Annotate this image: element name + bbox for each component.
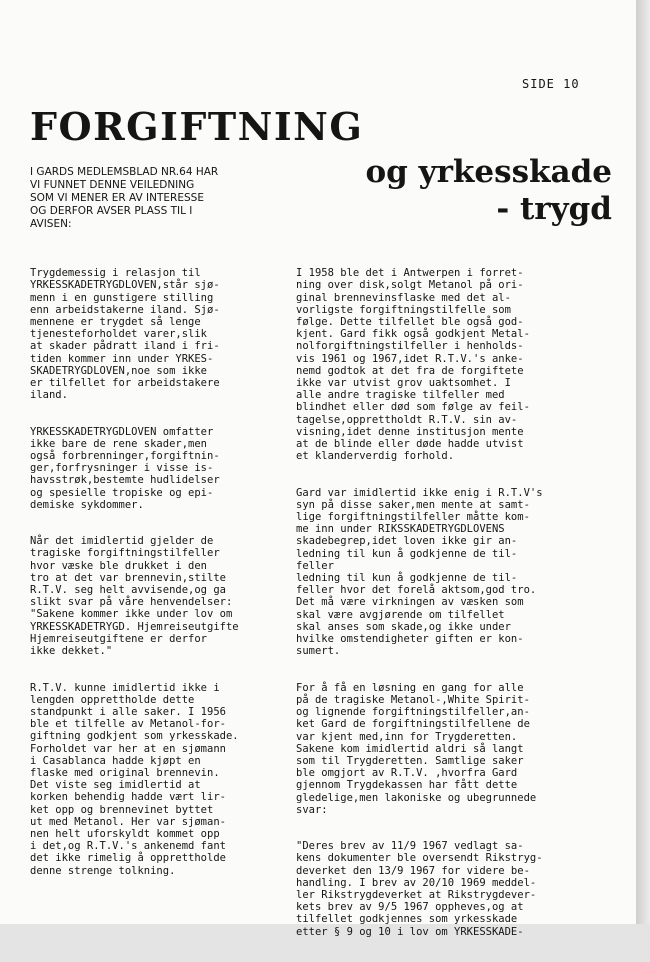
article-right-column: [296, 255, 586, 962]
article-left-column: [30, 255, 295, 901]
headline-subtitle-line-2: - trygd: [496, 191, 612, 227]
headline-subtitle-line-1: og yrkesskade: [365, 154, 612, 190]
paragraph: Når det imidlertid gjelder de tragiske forgiftningstilfeller hvor væske ble drukket i den tro at det var brennevin,stilte R.T.V. seg helt avvisende,og ga slikt svar på våre henvendelser: "Sakene kommer ikke under lov om YRKESSKADETRYGD. Hjemreiseutgifte Hjemreiseutgiftene er derfor ikke dekket.": [30, 535, 239, 658]
page-number: SIDE 10: [522, 77, 580, 91]
paragraph: R.T.V. kunne imidlertid ikke i lengden opprettholde dette standpunkt i alle saker. I 1956 ble et tilfelle av Metanol-for- giftning godkjent som yrkesskade. Forholdet var her at en sjømann i Casablanca hadde kjøpt en flaske med original brennevin. Det viste seg imidlertid at korken behendig hadde vært lir- ket opp og brennevinet byttet ut med Metanol. Her var sjøman- nen helt uforskyldt kommet opp i det,og R.T.V.'s ankenemd fant det ikke rimelig å opprettholde denne strenge tolkning.: [30, 681, 239, 877]
paragraph: "Deres brev av 11/9 1967 vedlagt sa- kens dokumenter ble oversendt Rikstryg- deverket den 13/9 1967 for videre be- handling. I brev av 20/10 1969 meddel- ler Rikstrygdeverket at Rikstrygdever- kets brev av 9/5 1967 oppheves,og at tilfellet godkjennes som yrkesskade etter § 9 og 10 i lov om YRKESSKADE-: [296, 840, 543, 938]
intro-note: I GARDS MEDLEMSBLAD NR.64 HAR VI FUNNET DENNE VEILEDNING SOM VI MENER ER AV INTERESSE OG DERFOR AVSER PLASS TIL I AVISEN:: [30, 166, 219, 230]
paragraph: Trygdemessig i relasjon til YRKESSKADETRYGDLOVEN,står sjø- menn i en gunstigere stilling enn arbeidstakerne iland. Sjø- mennene er trygdet så lenge tjenesteforholdet varer,slik at skader pådratt iland i fri- tiden kommer inn under YRKES- SKADETRYGDLOVEN,noe som ikke er tilfellet for arbeidstakere iland.: [30, 267, 220, 402]
paragraph: I 1958 ble det i Antwerpen i forret- ning over disk,solgt Metanol på ori- ginal brennevinsflaske med det al- vorligste forgiftningstilfelle som følge. Dette tilfellet ble også god- kjent. Gard fikk også godkjent Metal- nolforgiftningstilfeller i henholds- vis 1961 og 1967,idet R.T.V.'s anke- nemd godtok at det fra de forgiftete ikke var utvist grov uaktsomhet. I alle andre tragiske tilfeller med blindhet eller død som følge av feil- tagelse,opprettholdt R.T.V. sin av- visning,idet denne institusjon mente at de blinde eller døde hadde utvist et klanderverdig forhold.: [296, 267, 530, 463]
headline-title: FORGIFTNING: [30, 104, 364, 149]
paragraph: YRKESSKADETRYGDLOVEN omfatter ikke bare de rene skader,men også forbrenninger,forgiftnin- ger,forfrysninger i visse is- havsstrøk,bestemte hudlidelser og spesielle tropiske og epi- demiske sykdommer.: [30, 425, 220, 511]
paragraph: Gard var imidlertid ikke enig i R.T.V's syn på disse saker,men mente at samt- lige forgiftningstilfeller måtte kom- me inn under RIKSSKADETRYGDLOVENS skadebegrep,idet loven ikke gir an- ledning til kun å godkjenne de til- feller ledning til kun å godkjenne de til- feller hvor det forelå aktsom,god tro. Det må være virkningen av væsken som skal være avgjørende om tilfellet skal anses som skade,og ikke under hvilke omstendigheter giften er kon- sumert.: [296, 486, 543, 658]
paragraph: For å få en løsning en gang for alle på de tragiske Metanol-,White Spirit- og lignende forgiftningstilfeller,an- ket Gard de forgiftningstilfellene de var kjent med,inn for Trygderetten. Sakene kom imidlertid aldri så langt som til Trygderetten. Samtlige saker ble omgjort av R.T.V. ,hvorfra Gard gjennom Trygdekassen har fått dette gledelige,men lakoniske og ubegrunnede svar:: [296, 681, 537, 816]
page-edge-shadow: [636, 0, 650, 924]
headline-subtitle: [365, 154, 612, 228]
